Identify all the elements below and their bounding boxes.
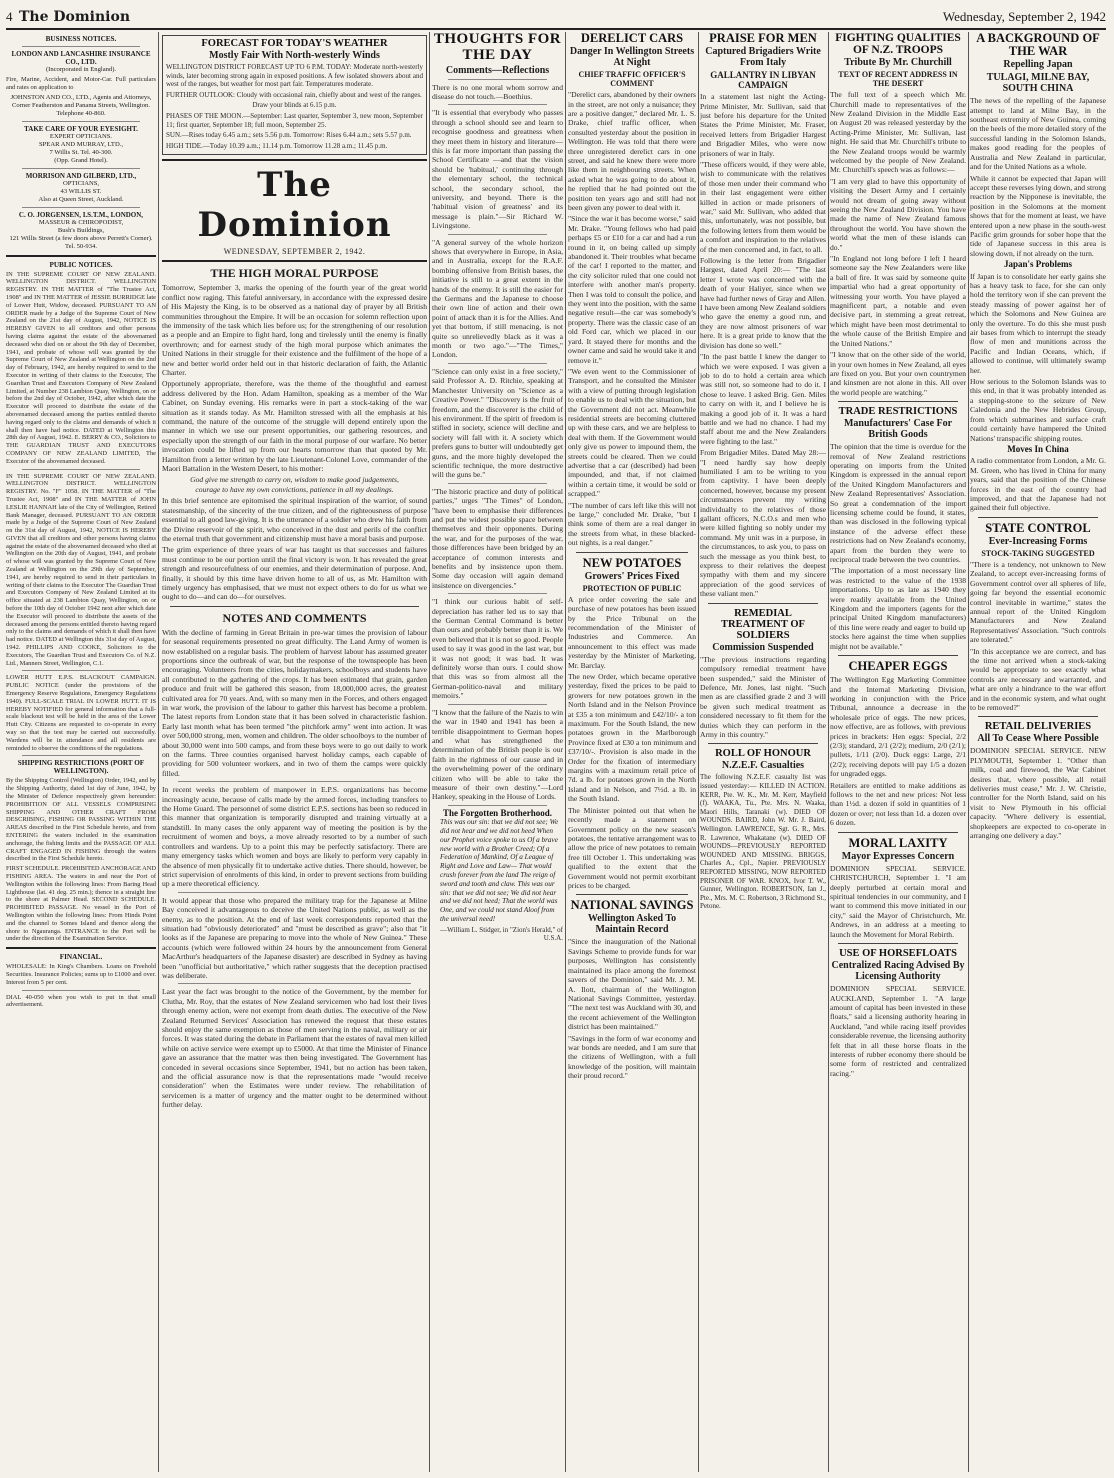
- praise-dek: Captured Brigadiers Write From Italy: [705, 46, 821, 69]
- article-paragraph: DOMINION SPECIAL SERVICE. CHRISTCHURCH, September 1. "I am deeply perturbed at certain moral and spiritual tendencies in our community, and I want to commend this move initiated in our city," said the Mayor of Christchurch, Mr. Andrews, in an address at a meeting to launch the Movement for Moral Rebirth.: [830, 863, 966, 939]
- divider: [978, 517, 1098, 518]
- column-rule: [968, 32, 969, 1472]
- article-paragraph: The opinion that the time is overdue for the removal of New Zealand restrictions operating on imports from the United Kingdom is expressed in the annual report of the United Kingdom Manufacturers and New Zealand Representatives' Association. So great a condemnation of the import licensing scheme could be found, it states, than was disclosed in the following typical instance of the adverse effect these restrictions had on New Zealand's economy, apart from the burden they were to reciprocal trade between the two countries.: [830, 442, 966, 565]
- forecast-sun: SUN.—Rises today 6.45 a.m.; sets 5.56 p.m. Tomorrow: Rises 6.44 a.m.; sets 5.57 p.m.: [166, 131, 412, 140]
- divider: [448, 805, 547, 806]
- divider: [576, 552, 688, 553]
- masthead-date: WEDNESDAY, SEPTEMBER 2, 1942.: [223, 247, 366, 257]
- roll-dek: N.Z.E.F. Casualties: [721, 760, 805, 772]
- divider: [22, 755, 140, 756]
- article-paragraph: In a statement last night the Acting-Prime Minister, Mr. Sullivan, said that just before his departure for the United States the Prime Minister, Mr. Fraser, received letters from Brigadier Hargest and Brigadier Miles, who were now prisoners of war in Italy.: [700, 92, 826, 158]
- divider: [22, 990, 140, 991]
- savings-title: NATIONAL SAVINGS: [570, 898, 694, 913]
- weather-forecast-box: [162, 35, 427, 155]
- thought-item: "A general survey of the whole horizon shows that everywhere in Europe, in Asia, and in Australia, except for the R.A.F. bombing offensive from British bases, the initiative is still to a great extent in the hands of the enemy. It is still the easier for the Germans and the Japanese to choose their own line of action and their own point of attack than it is for the Allies. And yet that bottom, if still menacing, is not quite so unrelievedly black as it was a month or two ago."—"The Times," London.: [432, 237, 563, 360]
- article-paragraph: "The number of cars left like this will not be large," concluded Mr. Drake, "but I think some of them are a real danger in the streets from what, in these blacked-out nights, is a real danger.": [568, 500, 696, 548]
- divider: [162, 260, 427, 262]
- state-control-dek2: STOCK-TAKING SUGGESTED: [981, 548, 1095, 558]
- divider: [448, 483, 547, 484]
- roll-title: ROLL OF HONOUR: [715, 748, 811, 760]
- article-paragraph: "In the past battle I knew the danger to which we were exposed. I was given a job to do to hold a certain area which was still not, so someone had to do it. I chose to leave. I asked Brig. Gen. Miles to carry on with it, and I believe he is making a good job of it. It was a hard battle and we had no chance. I had my staff about me and the New Zealanders were fighting to the last.": [700, 352, 826, 446]
- article-paragraph: How serious to the Solomon Islands was to this end, in that it was probably intended as a stepping-stone to the seizure of New Caledonia and the New Hebrides Group, from which submarines and surface craft could certainly have hampered the United Nations' transpacific shipping routes.: [970, 377, 1106, 443]
- article-paragraph: "In England not long before I left I heard someone say the New Zealanders were like a ball of fire. It was said by someone quite impartial who had a great opportunity of witnessing your worth. You have played a magnificent part, a notable and even decisive part, in stemming a great retreat, which might have been most detrimental to the whole cause of the British Empire and the United Nations.": [830, 254, 966, 348]
- derelict-dek2: CHIEF TRAFFIC OFFICER'S COMMENT: [578, 70, 686, 89]
- thought-item: "It is essential that everybody who passes through a school should see and learn to recognise goodness and greatness when they meet them in history and literature—this is far more important than passing the School Certificate —and that the vision should be 'habitual,' continuing through the elementary school, the technical school, the secondary school, the university, and beyond. There is the 'habitual vision of greatness' and its message is plain."—Sir Richard W. Livingstone.: [432, 108, 563, 231]
- article-paragraph: From Brigadier Miles. Dated May 28:— "I need hardly say how deeply humiliated I am to be writing to you from captivity. I have been deeply concerned, however, because my present circumstances prevent my writing individually to the relatives of those gallant officers, N.C.O.s and men who were killed fighting so nobly under my command. My unit was in a purpose, in the circumstances, to ask you, to pass on such the message as you think best, to express to their relatives the deepest sympathy with them and my sincere appreciation of the good services of these valiant men.": [700, 448, 826, 599]
- horsefloats-title: USE OF HORSEFLOATS: [839, 948, 957, 960]
- top-rule: [6, 28, 1106, 30]
- article-paragraph: Retailers are entitled to make additions as follows to the net and new prices: Not less than 1½d. a dozen if sold in quantities of 1 dozen or over; not less than 1d. a dozen over 6 dozen.: [830, 780, 966, 828]
- divider: [22, 469, 140, 470]
- divider: [178, 983, 411, 984]
- article-paragraph: While it cannot be expected that Japan will accept these reverses lying down, and strong reaction by the Nipponese is inevitable, the position in the Solomons at the moment shows that for the moment at least, we have entered upon a new phase in the south-west Pacific grim grounds for sober hope that the tide of Japanese success in this area is slowing down, if not already on the turn.: [970, 173, 1106, 258]
- folio-date: Wednesday, September 2, 1942: [942, 9, 1106, 24]
- thought-item: There is no one moral whom sorrow and disease do not touch.—Boethius.: [432, 82, 563, 101]
- thought-item: "Science can only exist in a free society," said Professor A. D. Ritchie, speaking at Manchester University on "Science as a Creative Power." "Discovery is the fruit of freedom, and the discoverer is the child of his environment. If the spirit of freedom is stifled in society, science will decline and society will fall with it. A society which prefers guns to butter will undoubtedly get guns, and the more highly developed the scientific technique, the more destructive will the guns be.": [432, 366, 563, 480]
- column-rule: [828, 32, 829, 1472]
- divider: [448, 704, 547, 705]
- divider: [22, 121, 140, 122]
- advert-dial: DIAL 40-050 when you wish to put in that small advertisement.: [6, 993, 156, 1009]
- editorial-paragraph: Opportunely appropriate, therefore, was the theme of the thoughtful and earnest address delivered by the Hon. Adam Hamilton, speaking as a member of the War Cabinet, on Sunday evening. His remarks were in part a stock-taking of the war situation as it stands today. As Mr. Hamilton stressed with all the emphasis at his command, the nature of the outcome of the struggle will depend entirely upon the manner in which we use our present opportunities, our gathering resources, and especially upon the strength of our faith in the moral purpose of our warfare. No better invocation could be lifted up from our hearts tomorrow than that quoted by Mr. Hamilton from a letter written by the late Lieutenant-Colonel Love, commander of the Maori Battalion in the Western Desert, to his mother:: [162, 379, 427, 474]
- derelict-title: DERELICT CARS: [580, 32, 684, 45]
- article-paragraph: The Wellington Egg Marketing Committee and the Internal Marketing Division, working in conjunction with the Price Tribunal, announce a decrease in the wholesale price of eggs. The new prices, now effective, are as follows, with previous prices in brackets: Hen eggs: Special, 2/2 (2/3); standard, 2/1 (2/2); medium, 2/0 (2/1); pullets, 1/11 (2/0). Duck eggs: Large, 2/1 (2/2); receiving depots will pay 1/5 a dozen for ungraded eggs.: [830, 675, 966, 779]
- potatoes-title: NEW POTATOES: [582, 555, 682, 570]
- article-paragraph: "I am very glad to have this opportunity of visiting the Desert Army and I certainly would not dream of going away without seeing the New Zealand Division. You have made the name of New Zealand famous throughout the world. You have shown the world what the men of these islands can do.": [830, 176, 966, 252]
- thought-item: "The historic practice and duty of political parties," urges "The Times" of London, "have been to emphasise their differences and put the widest possible space between themselves and their opponents. During the war, and for the purposes of the war, those differences have been bridged by an acceptance of common interests and benefits and by insistence upon them. Some day occasion will again demand insistence on divergencies.": [432, 486, 563, 590]
- japan-subhead: Japan's Problems: [1003, 259, 1073, 270]
- section-business-notices: BUSINESS NOTICES.: [45, 35, 117, 43]
- article-paragraph: "These officers would, if they were able, wish to communicate with the relatives of those men under their command who in their last engagement were either killed in action or made prisoners of war," said Mr. Sullivan, who added that this, unfortunately, was not possible, but the following letters from them would be a comfort and inspiration to the relatives of the men concerned and, in fact, to all.: [700, 159, 826, 254]
- notes-title: NOTES AND COMMENTS: [222, 610, 367, 625]
- thoughts-title: THOUGHTS FOR THE DAY: [433, 32, 562, 63]
- horsefloats-dek: Centralized Racing Advised By Licensing Authority: [831, 960, 965, 983]
- casualty-list: The following N.Z.E.F. casualty list was issued yesterday:— KILLED IN ACTION. KERR, Pte. W. K., Mr. M. Kerr, Mayfield (f). WAAKA, Tu., Pte. Mrs. N. Waaka, Maori Hills, Taranaki (w). DIED OF WOUNDS. BAIRD, John W. Mr. J. Baird, Wellington. LAWRENCE, Sgt. G. R., Mrs. R. Lawrence, Whakatane (w). DIED OF WOUNDS—PREVIOUSLY REPORTED WOUNDED AND MISSING. BRIGGS, Charles A., Cpl., Napier. PREVIOUSLY REPORTED MISSING, NOW REPORTED PRISONER OF WAR. KNOX, Ivor T. W., Gunner, Wellington. ROBERTSON, Ian J., Pte., Mrs. M. C. Robertson, 3 Richmond St., Petone.: [700, 773, 826, 911]
- poem-credit: —William L. Stidger, in "Zion's Herald," of U.S.A.: [440, 925, 563, 943]
- ad-opticians-morrison: MORRISON AND GILBERD, LTD., OPTICIANS, 43 WILLIS ST. Also at Queen Street, Auckland.: [25, 171, 137, 203]
- background-title: A BACKGROUND OF THE WAR: [976, 32, 1100, 59]
- editorial-paragraph: Tomorrow, September 3, marks the opening of the fourth year of the great world conflict now raging. This fateful anniversary, in accordance with the expressed desire of His Majesty the King, is to be observed as a national day of prayer by all British communities throughout the Empire. It will be an occasion for solemn reflection upon the immensity of the task which lies before us; for the strengthening of our resolution as a people and an Empire to fight hard, long and tirelessly until the enemy is finally overthrown; and for earnest study of the high moral purpose which animates the United Nations in their struggle for their existence and the fulfilment of the hope of a new and better world order held out in that historic declaration of faith, the Atlantic Charter.: [162, 283, 427, 378]
- public-notice-1: IN THE SUPREME COURT OF NEW ZEALAND. WELLINGTON DISTRICT. WELLINGTON REGISTRY. IN THE MATTER of "The Trustee Act, 1908" and IN THE MATTER of JESSIE BURRIDGE late of Lower Hutt, Widow, deceased. PURSUANT TO AN ORDER made by a Judge of the Supreme Court of New Zealand on the 21st day of August, 1942, NOTICE IS HEREBY GIVEN to all creditors and other persons having claims against the estate of the abovenamed deceased who died on or about the 9th day of December, 1941, and probate of whose will was granted by the Supreme Court of New Zealand at Wellington on the 2nd day of February, 1942, are hereby required to send to the Executor in writing of their claims to the Executor, The Guardian Trust and Executors Company of New Zealand Limited, at Number 238 Lambton Quay, Wellington, on or before the 2nd day of October, 1942, after which date the Executor will proceed to distribute the estate of the abovenamed deceased among the parties entitled thereto having regard only to the claims and demands of which it shall then have had notice. DATED at Wellington this 28th day of August, 1942. E. BERRY & CO., Solicitors to THE GUARDIAN TRUST AND EXECUTORS COMPANY OF NEW ZEALAND LIMITED, The Executor of the abovenamed deceased.: [6, 270, 156, 465]
- article-paragraph: "Derelict cars, abandoned by their owners in the street, are not only a nuisance; they are a positive danger," declared Mr. L. S. Drake, chief traffic officer, when consulted yesterday about the position in Wellington. He was told that there were three unregistered derelict cars in one street, and said he knew there were more like them in neighbouring streets. When asked what he was going to do about it, he replied that he had pointed out the position ten years ago and still had not been given any power to deal with it.: [568, 90, 696, 212]
- article-paragraph: "The importation of a most necessary line was restricted to the value of the 1938 importations. Up to as late as 1940 they were readily available from the United Kingdom and the importers (agents for the principal United Kingdom manufacturers) of this line were ready and eager to build up stocks here against the time when supplies might not be available.": [830, 566, 966, 651]
- divider: [6, 947, 156, 949]
- divider: [448, 104, 547, 105]
- divider: [708, 743, 818, 744]
- forecast-moon: PHASES OF THE MOON.—September: Last quarter, September 3, new moon, September 11; first quarter, September 18; full moon, September 25.: [166, 111, 423, 129]
- column-praise-for-men: [700, 32, 826, 1472]
- churchill-dek: Tribute By Mr. Churchill: [844, 57, 952, 69]
- article-paragraph: "Since the inauguration of the National Savings Scheme to provide funds for war purposes, Wellington has consistently maintained its place among the foremost savers of the Dominion," said Mr. J. M. A. Ilott, chairman of the Wellington National Savings Committee, yesterday. "The next test was Auckland with 30, and the recent achievement of the Wellington district has been maintained.": [568, 937, 696, 1032]
- column-classifieds: [6, 32, 156, 1472]
- divider: [708, 603, 818, 604]
- remedial-dek: Commission Suspended: [712, 641, 814, 653]
- article-paragraph: "Savings in the form of war economy and war bonds are needed, and I am sure that the citizens of Wellington, with a full knowledge of the position, will maintain their proud record.": [568, 1033, 696, 1081]
- savings-dek: Wellington Asked To Maintain Record: [587, 913, 677, 936]
- praise-dek2: GALLANTRY IN LIBYAN CAMPAIGN: [710, 70, 816, 91]
- section-shipping: SHIPPING RESTRICTIONS (PORT OF WELLINGTON).: [17, 759, 145, 776]
- ad-opticians-spear: TAKE CARE OF YOUR EYESIGHT. EXPERT OPTICIANS. SPEAR AND MURRAY, LTD., 7 Willis St. Tel. 40-300. (Opp. Grand Hotel).: [24, 124, 138, 164]
- divider: [178, 781, 411, 782]
- churchill-title: FIGHTING QUALITIES OF N.Z. TROOPS: [835, 32, 961, 57]
- column-editorial: [162, 32, 427, 1472]
- shipping-notice: By the Shipping Control (Wellington) Order, 1942, and by the Shipping Authority, dated 1st day of June, 1942, by the Minister of Defence respectively given hereunder: PROHIBITION OF ALL VESSELS COMPRISING SHIPPING AND OTHER CRAFT FROM DESCRIBING, FISHING OR PASSING WITHIN THE AREAS described in the First Schedule hereto, and from ENTERING the waters included in the examination anchorage, the fishing limits and the PASSAGE OF ALL CRAFT ENGAGED IN FISHING through the waters described in the First Schedule hereto.: [6, 777, 156, 863]
- background-dek: Repelling Japan: [1003, 59, 1073, 71]
- article-paragraph: The full text of a speech which Mr. Churchill made to representatives of the New Zealand Division in the Middle East on August 20 was released yesterday by the Acting-Prime Minister, Mr. Sullivan, last night. He said that Mr. Churchill's tribute to the New Zealand troops would be warmly welcomed by the people of New Zealand. Mr. Churchill's speech was as follows:—: [830, 90, 966, 175]
- editorial-paragraph: In this brief sentence are epitomised the spiritual inspiration of the warrior, of sound statesmanship, of the sincerity of the true citizen, and of the righteousness of purpose essential to all good law-giving. It is the utterance of a soldier who drew his faith from the Divine reservoir of the spirit, who conceived in the dust and perils of the conflict the eternal truth that government and citizenship must have a moral basis and purpose.: [162, 496, 427, 543]
- article-paragraph: "Since the war it has become worse," said Mr. Drake. "Young fellows who had paid perhaps £5 or £10 for a car and had a run round in it, on being called up simply abandoned it. Their troubles what became of the car! I reported to the matter, and the city solicitor ruled that one could not interfere with another man's property. Then I was told to consult the police, and they went into the position, with the same negative result—the car was somebody's property. There was the classic case of an old Ford car, which we placed in our yard. It stayed there for months and the owner came and said he would take it and remove it.": [568, 214, 696, 365]
- state-control-dek: Ever-Increasing Forms: [988, 535, 1088, 547]
- article-paragraph: If Japan is to consolidate her early gains she has a heavy task to face, for she can only hold the territory won if she can prevent the steady massing of power against her of which the Solomons and New Guinea are only the overture. To do this she must push air bases from which to interrupt the steady flow of men and munitions across the Pacific and Indian Oceans, which, if allowed to continue, will ultimately swamp her.: [970, 271, 1106, 375]
- column-rule: [158, 32, 159, 1472]
- notes-paragraph: It would appear that those who prepared the military trap for the Japanese at Milne Bay conceived it advantageous to deceive the United Nations public, as well as the enemy, as to the position. At the end of last week correspondents reported that the situation had "obviously deteriorated" and "must be described as grave"; also that "it looks as if the Japanese are preparing to move into the whole of New Guinea." These accounts (which were followed within 24 hours by the announcement from General MacArthur's headquarters of the Japanese disaster) are described in Sydney as having been "unofficial but authoritative," which rather suggests that the deception practised was deliberate.: [162, 895, 427, 980]
- masthead-title: The Dominion: [197, 165, 392, 246]
- forecast-tide: HIGH TIDE.—Today 10.39 a.m.; 11.14 p.m. Tomorrow 11.28 a.m.; 11.45 p.m.: [166, 141, 388, 150]
- divider: [448, 363, 547, 364]
- article-paragraph: The news of the repelling of the Japanese attempt to land at Milne Bay, in the southeast extremity of New Guinea, coming on the heels of the more detailed story of the successful landing in the Solomon Islands, makes good reading for the peoples of Australia and New Zealand in particular, and for the United Nations as a whole.: [970, 96, 1106, 172]
- poem-text: This was our sin: that we did not see; We did not hear and we did not heed When our Prophet voice spoke to us Of a brave new world with a Brother Creed; Of a Federation of Mankind, Of a League of Right and Love and Law— That would crush forever from the land The reign of sword and tooth and claw. This was our sin: that we did not see; We did not hear and we did not heed; That the world was One, and we could not stand Aloof from the universal need!: [440, 818, 559, 923]
- forecast-text: WELLINGTON DISTRICT FORECAST UP TO 6 P.M. TODAY: Moderate north-westerly winds, later becoming strong again in exposed positions. A few isolated showers about and west of the ranges, but weather for most part fair. Temperatures moderate.: [166, 63, 423, 89]
- article-paragraph: "There is a tendency, not unknown to New Zealand, to accept ever-increasing forms of Government control over all spheres of life, going far beyond the essential economic control inevitable in wartime," states the annual report of the United Kingdom Manufacturers and New Zealand Representatives' Association. "Such controls are tolerated.": [970, 559, 1106, 645]
- retail-dek: All To Cease Where Possible: [977, 733, 1099, 745]
- article-paragraph: "The previous instructions regarding compulsory remedial treatment have been suspended," said the Minister of Defence, Mr. Jones, last night. "Such men as are classified grade 2 and 3 will be given such medical treatment as considered necessary to fit them for the duties which they can perform in the Army in this country.": [700, 654, 826, 739]
- editorial-quote: God give me strength to carry on, wisdom to make good judgements, courage to have my own convictions, patience in all my dealings.: [190, 475, 399, 494]
- divider: [22, 46, 140, 47]
- forecast-subtitle: Mostly Fair With North-westerly Winds: [209, 50, 380, 62]
- column-thoughts: [432, 32, 563, 1472]
- ad-masseur: C. O. JORGENSEN, I.S.T.M., LONDON, MASSEUR & CHIROPODIST, Bush's Buildings, 121 Willis Street (a few doors above Perrett's Corner). Tel. 50-934.: [9, 210, 153, 250]
- thoughts-subtitle: Comments—Reflections: [445, 64, 550, 76]
- divider: [6, 255, 156, 257]
- divider: [22, 168, 140, 169]
- financial-notice: WHOLESALE: In King's Chambers. Loans on Freehold Securities. Insurance Policies; sums up to £1000 and over. Interest from 5 per cent.: [6, 963, 156, 986]
- laxity-dek: Mayor Expresses Concern: [841, 850, 955, 862]
- column-rule: [565, 32, 566, 1472]
- divider: [838, 943, 958, 944]
- section-public-notices: PUBLIC NOTICES.: [49, 260, 113, 269]
- retail-title: RETAIL DELIVERIES: [984, 721, 1092, 733]
- divider: [978, 716, 1098, 717]
- editorial-title: THE HIGH MORAL PURPOSE: [210, 266, 379, 281]
- column-war-background: [970, 32, 1106, 1472]
- divider: [838, 401, 958, 402]
- notes-paragraph: Last year the fact was brought to the notice of the Government, by the member for Clutha, Mr. Roy, that the estates of New Zealand servicemen who had lost their lives through enemy action, were not exempt from death duties. The executive of the New Zealand Returned Services' Association has renewed the request that these estates should enjoy the same exemption as those of men serving in the naval, military or air forces. It was stated during the debate in Parliament that the estates of naval men killed while on active service were exempt up to £5000. At that time the Minister of Finance gave an assurance that the matter was then being investigated. The Government has conceded in several occasions since September, 1941, but no action has been taken, and the official assurance now is that the representations made "would receive consideration" when the Estimates were under review. The rehabilitation of servicemen is a matter of urgency and the matter ought to be determined without further delay.: [162, 987, 427, 1110]
- divider: [22, 670, 140, 671]
- divider: [448, 79, 547, 80]
- potatoes-dek: Growers' Prices Fixed: [584, 570, 680, 582]
- thought-item: "I think our curious habit of self-depreciation has rather led us to say that the German Central Command is better than ours and probably better than it is. We even believed that it is not so good. People used to say it was good in the last war, but it was not good; it was bad. It was definitely worse than ours. I could show that this was so from almost all the German-politico-naval and military memoirs.": [432, 597, 563, 701]
- trade-dek: Manufacturers' Case For British Goods: [843, 418, 953, 441]
- article-paragraph: A price order covering the sale and purchase of new potatoes has been issued by the Price Tribunal on the recommendation of the Minister of Industries and Commerce. An announcement to this effect was made yesterday by the Minister of Marketing, Mr. Barclay.: [568, 594, 696, 670]
- article-paragraph: The new Order, which became operative yesterday, fixed the prices to be paid to growers for new potatoes grown in the North Island and in the Nelson Province at £35 a ton minimum and £42/10/- a ton maximum. For the South Island, the new potatoes grown in the Marlborough Province fixed at £30 a ton minimum and £37/10/-. Provision is also made in the Order for the fixation of intermediary margins with a maximum retail price of 7d. a lb. for potatoes grown in the North Island and in Nelson, and 7½d. a lb. in the South Island.: [568, 672, 696, 804]
- column-rule: [698, 32, 699, 1472]
- divider: [22, 207, 140, 208]
- trade-title: TRADE RESTRICTIONS: [838, 406, 958, 418]
- eggs-title: CHEAPER EGGS: [848, 659, 948, 674]
- section-financial: FINANCIAL.: [59, 953, 103, 962]
- laxity-title: MORAL LAXITY: [848, 835, 948, 850]
- divider: [838, 655, 958, 656]
- divider: [178, 892, 411, 893]
- column-derelict-cars: [568, 32, 696, 1472]
- shipping-schedule: FIRST SCHEDULE. PROHIBITED ANCHORAGE AND FISHING AREA. The waters in and near the Port of Wellington within the following lines: From Baring Head Lighthouse (lat. 41 deg. 25 min.); thence in a straight line to the shore at Palmer Head. SECOND SCHEDULE. PROHIBITED PASSAGE. No vessel in the Port of Wellington within the following lines: From Hinds Point and the channel to Somes Island and thence along the shore to Ngauranga. ENTRANCE to the Port will be under the direction of the Examination Service.: [6, 865, 156, 943]
- forecast-further: FURTHER OUTLOOK: Cloudy with occasional rain, chiefly about and west of the ranges.: [166, 90, 422, 99]
- notes-paragraph: With the decline of farming in Great Britain in pre-war times the provision of labour for seasonal requirements presented no great difficulty. The Land Army of women is now established on a regular basis. The problem of harvest labour has assumed greater proportions since the outbreak of war, but the response of the townspeople has been encouraging. Volunteers from the cities, holidaymakers, schoolboys and students have all contributed to the gathering of the crops. It has been estimated that grain, garden produce and fruit will be gathered this season, from 18,000,000 acres, the greatest cultivated area for 70 years. And, with so many men in the Forces, and others engaged in war work, the provision of the labour to gather this harvest has become a problem. The latest reports from London state that it has been solved in characteristic fashion. Early last month what has been termed "the pitchfork army" went into action. It was over 500,000 strong, men, women and children. The older schoolboys to the number of about 30,000 went into 500 camps, and from these boys were to go out daily to work on the farms. Three counties organised harvest holiday camps, each capable of providing for 500 volunteer workers, and in two of them the camps were quickly filled.: [162, 627, 427, 778]
- public-notice-3: LOWER HUTT E.P.S. BLACKOUT CAMPAIGN. PUBLIC NOTICE (under the provisions of the Emergency Reserve Regulations, Emergency Regulations 1940). FULL-SCALE TRIAL IN LOWER HUTT. IT IS HEREBY NOTIFIED for general information that a full-scale blackout test will be held in the area of the Lower Hutt City. Citizens are requested to co-operate in every way so that the test may be carried out successfully. Wardens will be in attendance and all residents are reminded to observe the conditions of the regulations.: [6, 674, 156, 752]
- article-paragraph: Following is the letter from Brigadier Hargest, dated April 20:— "The last letter I wrote was concerned with the death of your Haliyer, since when we have had further news of Gray and Allen. I have been among New Zealand soldiers who gave the enemy a good run, and they are now almost prisoners of war here. It is a great pride to know that the division has done so well.": [700, 256, 826, 350]
- forecast-title: FORECAST FOR TODAY'S WEATHER: [201, 38, 388, 49]
- folio-paper-name: The Dominion: [19, 9, 131, 25]
- praise-title: PRAISE FOR MEN: [709, 32, 817, 45]
- remedial-title: REMEDIAL TREATMENT OF SOLDIERS: [721, 607, 805, 641]
- public-notice-2: IN THE SUPREME COURT OF NEW ZEALAND. WELLINGTON DISTRICT. WELLINGTON REGISTRY. No. "F" 1058. IN THE MATTER of "The Trustee Act, 1908" and IN THE MATTER of JOHN LESLIE HANNAH late of the City of Wellington, Retired Bank Manager, deceased. PURSUANT TO AN ORDER made by a Judge of the Supreme Court of New Zealand on the 31st day of August, 1942, NOTICE IS HEREBY GIVEN that all creditors and other persons having claims against the estate of the abovenamed deceased who died at Wellington on the 20th day of August, 1941, and probate of whose will was granted by the Supreme Court of New Zealand at Wellington on the 29th day of September, 1941, are hereby required to send in their particulars in writing of their claims to the Executor The Guardian Trust and Executors Company of New Zealand Limited at its office situated at 238 Lambton Quay, Wellington, on or before the 10th day of October 1942 next after which date the Executor will proceed to distribute the assets of the deceased among the persons entitled thereto having regard only to the claims and demands of which it shall then have had notice. DATED at Wellington this 31st day of August, 1942. PHILLIPS AND COOKE, Solicitors to the Executors, The Guardian Trust and Executors Co. of N.Z. Ltd., Manners Street, Wellington, C.1.: [6, 472, 156, 667]
- column-churchill: [830, 32, 966, 1472]
- column-rule: [429, 32, 430, 1472]
- divider: [838, 832, 958, 833]
- editorial-paragraph: The grim experience of three years of war has taught us that successes and failures must continue to be our portion until the final victory is won. It has revealed the great strength and resourcefulness of our enemies, and their determination of purpose. And, finally, it should by this time have driven home to all of us, as Mr. Hamilton with timely urgency has emphasised, that we must not expect others to do for us what we ought to do—and can do—for ourselves.: [162, 545, 427, 602]
- forecast-blinds: Draw your blinds at 6.15 p.m.: [252, 101, 337, 110]
- ad-insurance: LONDON AND LANCASHIRE INSURANCE CO., LTD. (Incorporated in England). Fire, Marine, Accident, and Motor-Car. Full particulars and rates on application to JOHNSTON AND CO., LTD., Agents and Attorneys, Corner Featherston and Panama Streets, Wellington. Telephone 40-860.: [6, 50, 156, 117]
- divider: [162, 159, 427, 161]
- state-control-title: STATE CONTROL: [985, 520, 1091, 535]
- article-paragraph: "I know that on the other side of the world, in your own homes in New Zealand, all eyes are fixed on you. But your own countrymen and kinsmen are not alone in this. All over the world people are watching.": [830, 350, 966, 397]
- article-paragraph: "In this acceptance we are correct, and has the time not arrived when a stock-taking would be appropriate to see exactly what controls are necessary and warranted, and what are only a hindrance to the war effort and in the economic system, and what ought to be removed?": [970, 646, 1106, 712]
- derelict-dek: Danger In Wellington Streets At Night: [569, 46, 695, 69]
- poem-title: The Forgotten Brotherhood.: [442, 807, 553, 818]
- article-paragraph: DOMINION SPECIAL SERVICE. NEW PLYMOUTH, September 1. "Other than milk, coal and firewood, the War Cabinet desires that, where possible, all retail deliveries must cease," Mr. J. W. Christie, controller for the North Island, said on his visit to New Plymouth in his official capacity. "Where delivery is essential, shopkeepers are expected to co-operate in arranging one delivery a day.": [970, 746, 1106, 841]
- potatoes-dek2: PROTECTION OF PUBLIC: [582, 583, 682, 593]
- article-paragraph: A radio commentator from London, a Mr. G. M. Green, who has lived in China for many years, said that the position of the Chinese forces in the east of the country had improved, and that the Japanese had not gained their full objective.: [970, 456, 1106, 513]
- divider: [448, 234, 547, 235]
- notes-paragraph: In recent weeks the problem of manpower in E.P.S. organizations has become increasingly acute, because of calls made by the armed forces, including transfers to the Home Guard. The personnel of some district E.P.S. sections has been so reduced in this manner that organization is temporarily disrupted and training virtually at a standstill. In many cases the only apparent way of meeting the position is by the recruitment of women and boys, a move already resorted to by a number of such controllers and wardens. Up to a point this may be perfectly satisfactory. There are many emergency tasks which women and boys are likely to perform very capably in the absence of men physically fit to undertake active duties. There should, however, be strict supervision of enrolments of this kind, in order to prevent sections from building up a mere theoretical efficiency.: [162, 785, 427, 889]
- page-number: 4 The Dominion: [6, 9, 131, 25]
- thought-item: "I know that the failure of the Nazis to win the war in 1940 and 1941 has been a terrible disappointment to German hopes and what has strengthened the determination of the British people is our faith in the rightness of our cause and in the overwhelming power of the ordinary citizen who will be able to take the measure of their own destiny."—Lord Hankey, speaking in the House of Lords.: [432, 707, 563, 802]
- china-subhead: Moves In China: [1007, 443, 1069, 454]
- churchill-dek2: TEXT OF RECENT ADDRESS IN THE DESERT: [838, 70, 958, 89]
- article-paragraph: DOMINION SPECIAL SERVICE. AUCKLAND, September 1. "A large amount of capital has been invested in these floats," said a licensing authority hearing in Auckland, "and while racing itself provides considerable revenue, the licensing authority felt that in all these horse floats in the interests of rubber economy there should be some form of restricted and centralized racing.": [830, 984, 966, 1078]
- background-dek2: TULAGI, MILNE BAY, SOUTH CHINA: [986, 72, 1090, 95]
- divider: [448, 593, 547, 594]
- article-paragraph: "We even went to the Commissioner of Transport, and he consulted the Minister with a view of putting through legislation to enable us to deal with the situation, but the Government did not act. Meanwhile residential streets are becoming cluttered up with these cars, and we are helpless to deal with them. If the Government would only give us power to impound them, the streets could be cleared. Then we could advertise that a car (described) had been impounded, and that, if not claimed within a certain time, it would be sold or scrapped.": [568, 366, 696, 499]
- divider: [576, 894, 688, 895]
- divider: [170, 606, 419, 607]
- article-paragraph: The Minister pointed out that when he recently made a statement on Government policy on the new season's potatoes, the tentative arrangement was to allow the price of new potatoes to remain free till October 1. This undertaking was qualified to the extent that the Government would not permit exorbitant prices to be charged.: [568, 805, 696, 890]
- page-folio: [6, 6, 1106, 28]
